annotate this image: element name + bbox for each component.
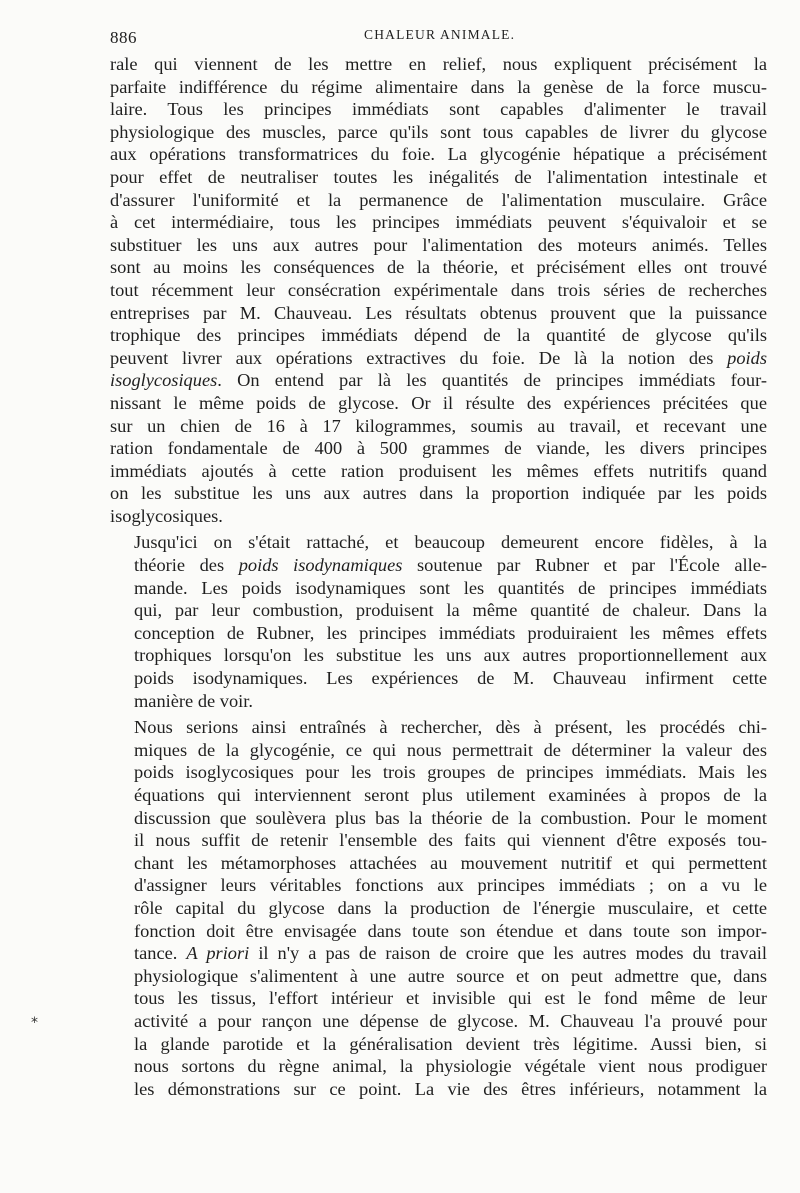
text-line: miques de la glycogénie, ce qui nous permettrait de déterminer la valeur des [134,739,767,760]
text-line: qui, par leur combustion, produisent la même quantité de chaleur. Dans la [134,600,767,621]
text-line: discussion que soulèvera plus bas la théorie de la combustion. Pour le moment [134,807,767,828]
running-head: CHALEUR ANIMALE. [364,27,516,42]
text-line: entreprises par M. Chauveau. Les résultats obtenus prouvent que la puissance [110,302,767,323]
text-segment: soutenue par Rubner et par l'École alle- [416,555,768,576]
text-line-mixed [110,369,767,392]
text-line: immédiats ajoutés à cette ration produisent les mêmes effets nutritifs quand [110,460,767,481]
text-line: d'assigner leurs véritables fonctions aux principes immédiats ; on a vu le [134,875,767,896]
text-line: isoglycosiques. [110,505,223,526]
text-line: la glande parotide et la généralisation devient très légitime. Aussi bien, si [134,1033,767,1054]
text-line: Jusqu'ici on s'était rattaché, et beaucoup demeurent encore fidèles, à la [134,532,767,553]
text-line: à cet intermédiaire, tous les principes immédiats peuvent s'équivaloir et se [110,212,767,233]
text-line: chant les métamorphoses attachées au mouvement nutritif et qui permettent [134,852,767,873]
text-line: trophiques lorsqu'on les substitue les uns aux autres proportionnellement aux [134,645,767,666]
text-segment: tance. [134,943,178,964]
margin-mark: * [31,1015,38,1031]
body-text [110,53,767,1100]
text-segment: théorie des [134,555,225,576]
text-line: physiologique s'alimentent à une autre source et on peut admettre que, dans [134,965,767,986]
text-line: tous les tissus, l'effort intérieur et invisible qui est le fond même de leur [134,988,767,1009]
paragraph-1 [110,53,767,527]
text-line: nous sortons du règne animal, la physiologie végétale vient nous prodiguer [134,1056,767,1077]
text-line: parfaite indifférence du régime alimentaire dans la genèse de la force muscu- [110,76,767,97]
text-line: les démonstrations sur ce point. La vie des êtres inférieurs, notamment la [134,1078,767,1099]
text-line: aux opérations transformatrices du foie. La glycogénie hépatique a précisément [110,144,767,165]
text-line: rale qui viennent de les mettre en relief, nous expliquent précisément la [110,54,767,74]
text-line: sur un chien de 16 à 17 kilogrammes, soumis au travail, et recevant une [110,415,767,436]
text-line: il nous suffit de retenir l'ensemble des faits qui viennent d'être exposés tou- [134,830,767,851]
text-line: on les substitue les uns aux autres dans la proportion indiquée par les poids [110,483,767,504]
italic-term: isoglycosiques [110,370,218,391]
text-line: Nous serions ainsi entraînés à rechercher, dès à présent, les procédés chi- [134,717,767,738]
text-line: physiologique des muscles, parce qu'ils sont tous capables de livrer du glycose [110,121,767,142]
text-line: rôle capital du glycose dans la production de l'énergie musculaire, et cette [134,897,767,918]
text-line: tout récemment leur consécration expérimentale dans trois séries de recherches [110,279,767,300]
text-line-mixed [110,942,767,965]
italic-term: poids isodynamiques [238,555,403,576]
text-line: trophique des principes immédiats dépend de la quantité de glycose qu'ils [110,325,767,346]
text-line: laire. Tous les principes immédiats sont capables d'alimenter le travail [110,99,767,120]
text-line: fonction doit être envisagée dans toute son étendue et dans toute son impor- [134,920,767,941]
text-segment: . On entend par là les quantités de principes immédiats four- [217,370,767,391]
text-line: d'assurer l'uniformité et la permanence de l'alimentation musculaire. Grâce [110,189,767,210]
italic-term: poids [727,347,767,368]
page-number: 886 [110,28,137,47]
text-line-mixed [110,554,767,577]
text-segment: peuvent livrer aux opérations extractives du foie. De là la notion des [110,347,714,368]
text-line: ration fondamentale de 400 à 500 grammes de viande, les divers principes [110,438,767,459]
text-line: poids isoglycosiques pour les trois groupes de principes immédiats. Mais les [134,762,767,783]
text-line: poids isodynamiques. Les expériences de M. Chauveau infirment cette [134,668,767,689]
paragraph-3 [110,716,767,1100]
text-line: activité a pour rançon une dépense de glycose. M. Chauveau l'a prouvé pour [134,1010,767,1031]
text-line: nissant le même poids de glycose. Or il résulte des expériences précitées que [110,392,767,413]
page-header [96,20,770,46]
paragraph-2 [110,531,767,712]
text-line: sont au moins les conséquences de la théorie, et précisément elles ont trouvé [110,257,767,278]
text-line: mande. Les poids isodynamiques sont les quantités de principes immédiats [134,577,767,598]
italic-term: A priori [186,943,250,964]
text-line: manière de voir. [134,690,253,711]
text-line: pour effet de neutraliser toutes les inégalités de l'alimentation intestinale et [110,166,767,187]
text-line: substituer les uns aux autres pour l'alimentation des moteurs animés. Telles [110,234,767,255]
text-segment: il n'y a pas de raison de croire que les autres modes du travail [258,943,767,964]
text-line-mixed [110,347,767,370]
text-line: équations qui interviennent seront plus utilement examinées à propos de la [134,785,767,805]
text-line: conception de Rubner, les principes immédiats produiraient les mêmes effets [134,622,767,643]
